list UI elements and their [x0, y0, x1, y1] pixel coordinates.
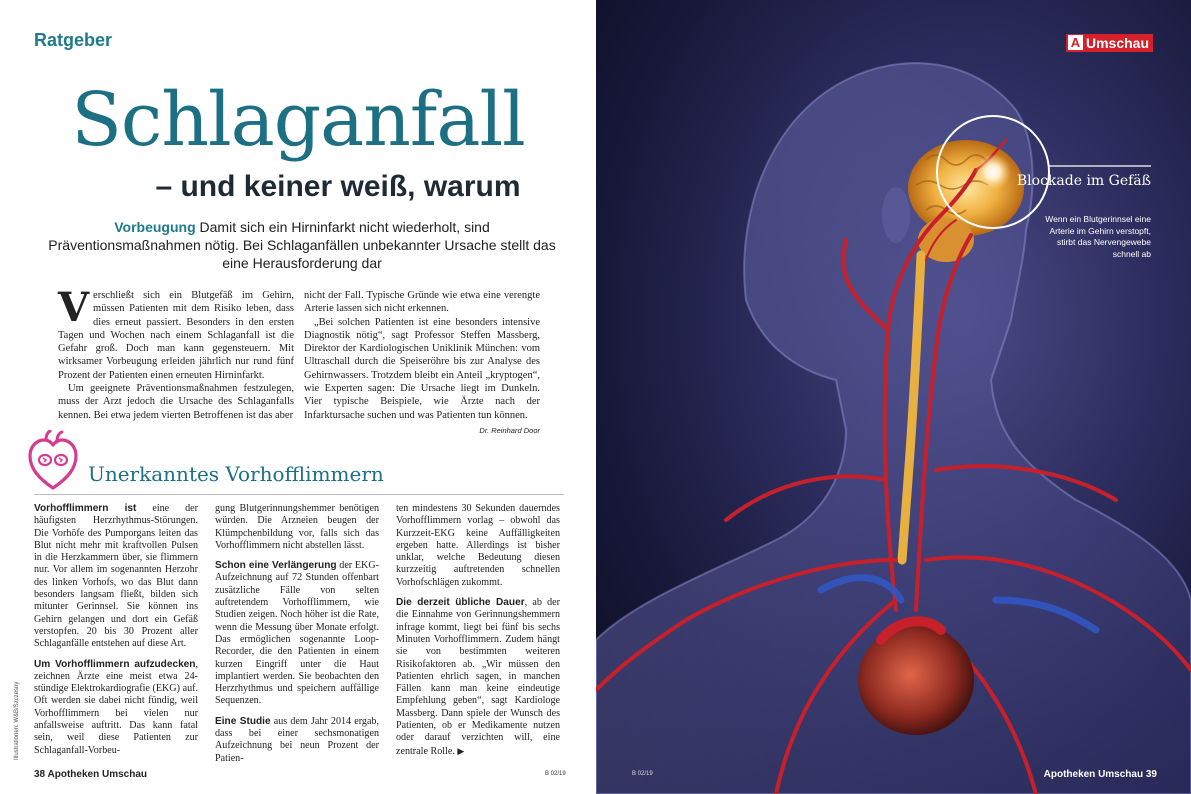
brand-logo: [1066, 34, 1153, 52]
apotheke-logo-icon: A: [1068, 35, 1083, 50]
section-label: Ratgeber: [34, 30, 113, 50]
intro-paragraph: Um geeignete Präventionsmaßnahmen festzulegen, muss der Arzt jedoch die Ursache des Schlaganfalls kennen. Bei etwa jedem vierten Betroffenen ist das aber: [58, 383, 294, 421]
section-heading: Unerkanntes Vorhofflimmern: [88, 462, 384, 486]
intro-text: erschließt sich ein Blutgefäß im Gehirn, müssen Patienten mit dem Risiko leben, dass dies erneut passiert. Besonders in den ersten Tagen und Wochen nach einem Schlaganfall ist die Gefahr groß. Doch man kann gegensteuern. Mit wirksamer Vorbeugung erleiden jährlich nur rund fünf Prozent der Patienten einen erneuten Hirninfarkt.: [58, 290, 294, 381]
paragraph-text: , zeichnen Ärzte eine meist etwa 24-stündige Elektrokardiografie (EKG) auf. Oft werden sie dabei nicht fündig, weil Vorhofflimmern bei vielen nur anfallsweise auftritt. Das kann fatal sein, weil diese Patienten zur Schlaganfall-Vorbeu-: [34, 658, 198, 756]
body-paragraph: [215, 560, 379, 708]
page-number-right: Apotheken Umschau 39: [1043, 769, 1157, 780]
callout-title: Blockade im Gefäß: [1016, 173, 1151, 189]
paragraph-lead: Um Vorhofflimmern aufzudecken: [34, 658, 196, 670]
page-number-left: 38 Apotheken Umschau: [34, 769, 147, 780]
teaser-kicker: Vorbeugung: [114, 219, 196, 235]
body-column-2: [215, 503, 379, 773]
photo-credit: Illustrationen: W&B/Szczesny: [14, 681, 20, 760]
issue-code-left: B 02/19: [545, 771, 566, 777]
paragraph-text: aus dem Jahr 2014 ergab, dass bei einer sechsmonatigen Aufzeichnung bei neun Prozent der Patien-: [215, 715, 379, 764]
right-page: [596, 0, 1191, 794]
issue-code-right: B 02/19: [632, 771, 653, 777]
intro-column-2: [304, 289, 540, 437]
brand-name: Umschau: [1085, 35, 1149, 51]
continue-arrow-icon: ▶: [457, 745, 465, 756]
dropcap: V: [58, 284, 90, 331]
body-column-3: [396, 503, 560, 766]
intro-text: „Bei solchen Patienten ist eine besonders intensive Diagnostik nötig“, sagt Professor Steffen Massberg, Direktor der Kardiologischen Uniklinik München: vom Ultraschall durch die Speiseröhre bis zur Analyse des Gehirnwassers. Trotzdem bleibt ein Anteil „kryptogen“, wie Experten sagen: Die Ursache liegt im Dunkeln. Vier typische Beispiele, wie Ärzte nach der Infarktursache suchen und was Patienten tun können.: [304, 316, 540, 421]
body-column-1: [34, 503, 198, 765]
body-paragraph: [34, 659, 198, 757]
anatomy-illustration: [596, 0, 1191, 794]
paragraph-lead: Schon eine Verlängerung: [215, 560, 337, 572]
body-paragraph: [396, 597, 560, 758]
body-paragraph: [34, 503, 198, 651]
intro-paragraph: [304, 316, 540, 435]
intro-paragraph: nicht der Fall. Typische Gründe wie etwa eine verengte Arterie lassen sich nicht erkennen.: [304, 290, 540, 315]
teaser-text: Damit sich ein Hirninfarkt nicht wiederholt, sind Präventionsmaßnahmen nötig. Bei Schlaganfällen unbekannter Ursache stellt das eine Herausforderung dar: [48, 219, 556, 271]
paragraph-lead: Vorhofflimmern ist: [34, 503, 137, 514]
headline: Schlaganfall: [71, 77, 525, 163]
byline: Dr. Reinhard Door: [479, 425, 540, 435]
divider: [34, 494, 564, 495]
intro-paragraph: [58, 284, 294, 382]
paragraph-lead: Eine Studie: [215, 715, 271, 727]
paragraph-text: eine der häufigsten Herzrhythmus-Störungen. Die Vorhöfe des Pumporgans leiten das Blut nicht mehr mit kraftvollen Pulsen in die Herzkammern über, sie flimmern nur. Vor allem im sogenannten Herzohr des linken Vorhofs, wo das Blut dann besonders langsam fließt, bilden sich mitunter Gerinnsel. Sie können ins Gehirn gelangen und dort ein Gefäß verstopfen. 20 bis 30 Prozent aller Schlaganfälle entstehen auf diese Art.: [34, 503, 198, 650]
heart-icon: [26, 430, 80, 494]
intro-column-1: [58, 284, 294, 422]
paragraph-text: der EKG-Aufzeichnung auf 72 Stunden offenbart zusätzliche Fälle von selten auftretendem Vorhofflimmern, wie Studien zeigen. Noch höher ist die Rate, wenn die Messung über Monate erfolgt. Das ermöglichen sogenannte Loop-Recorder, die den Patienten in einem kurzen Eingriff unter die Haut implantiert werden. Sie beobachten den Herzrhythmus und speichern auffällige Sequenzen.: [215, 560, 380, 707]
paragraph-text: , ab der die Einnahme von Gerinnungshemmern infrage kommt, liegt bei fünf bis sechs Minuten Vorhofflimmern. Zudem hängt sie von bestimmten weiteren Risikofaktoren ab. „Wir müssen den Patienten ehrlich sagen, in manchen Fällen kann man keine eindeutige Empfehlung geben“, sagt Kardiologe Massberg. Dann spiele der Wunsch des Patienten, ob er Medikamente nutzen oder darauf verzichten will, eine zentrale Rolle.: [396, 597, 560, 757]
body-paragraph: gung Blutgerinnungshemmer benötigen würden. Die Arzneien beugen der Klümpchenbildung vor, falls sich das Vorhofflimmern nicht abstellen lässt.: [215, 503, 379, 551]
teaser: [42, 218, 562, 272]
body-paragraph: [215, 716, 379, 765]
subhead: – und keiner weiß, warum: [155, 170, 521, 203]
paragraph-lead: Die derzeit übliche Dauer: [396, 597, 525, 609]
callout-text: Wenn ein Blutgerinnsel eine Arterie im Gehirn verstopft, stirbt das Nervengewebe schnell ab: [1045, 214, 1151, 259]
body-paragraph: ten mindestens 30 Sekunden dauerndes Vorhofflimmern vorlag – obwohl das Kurzzeit-EKG keine Auffälligkeiten ergeben hatte. Allerdings ist bisher unklar, welche Bedeutung diesen kurzzeitig auftretenden schnellen Vorhofschlägen zukommt.: [396, 503, 560, 588]
